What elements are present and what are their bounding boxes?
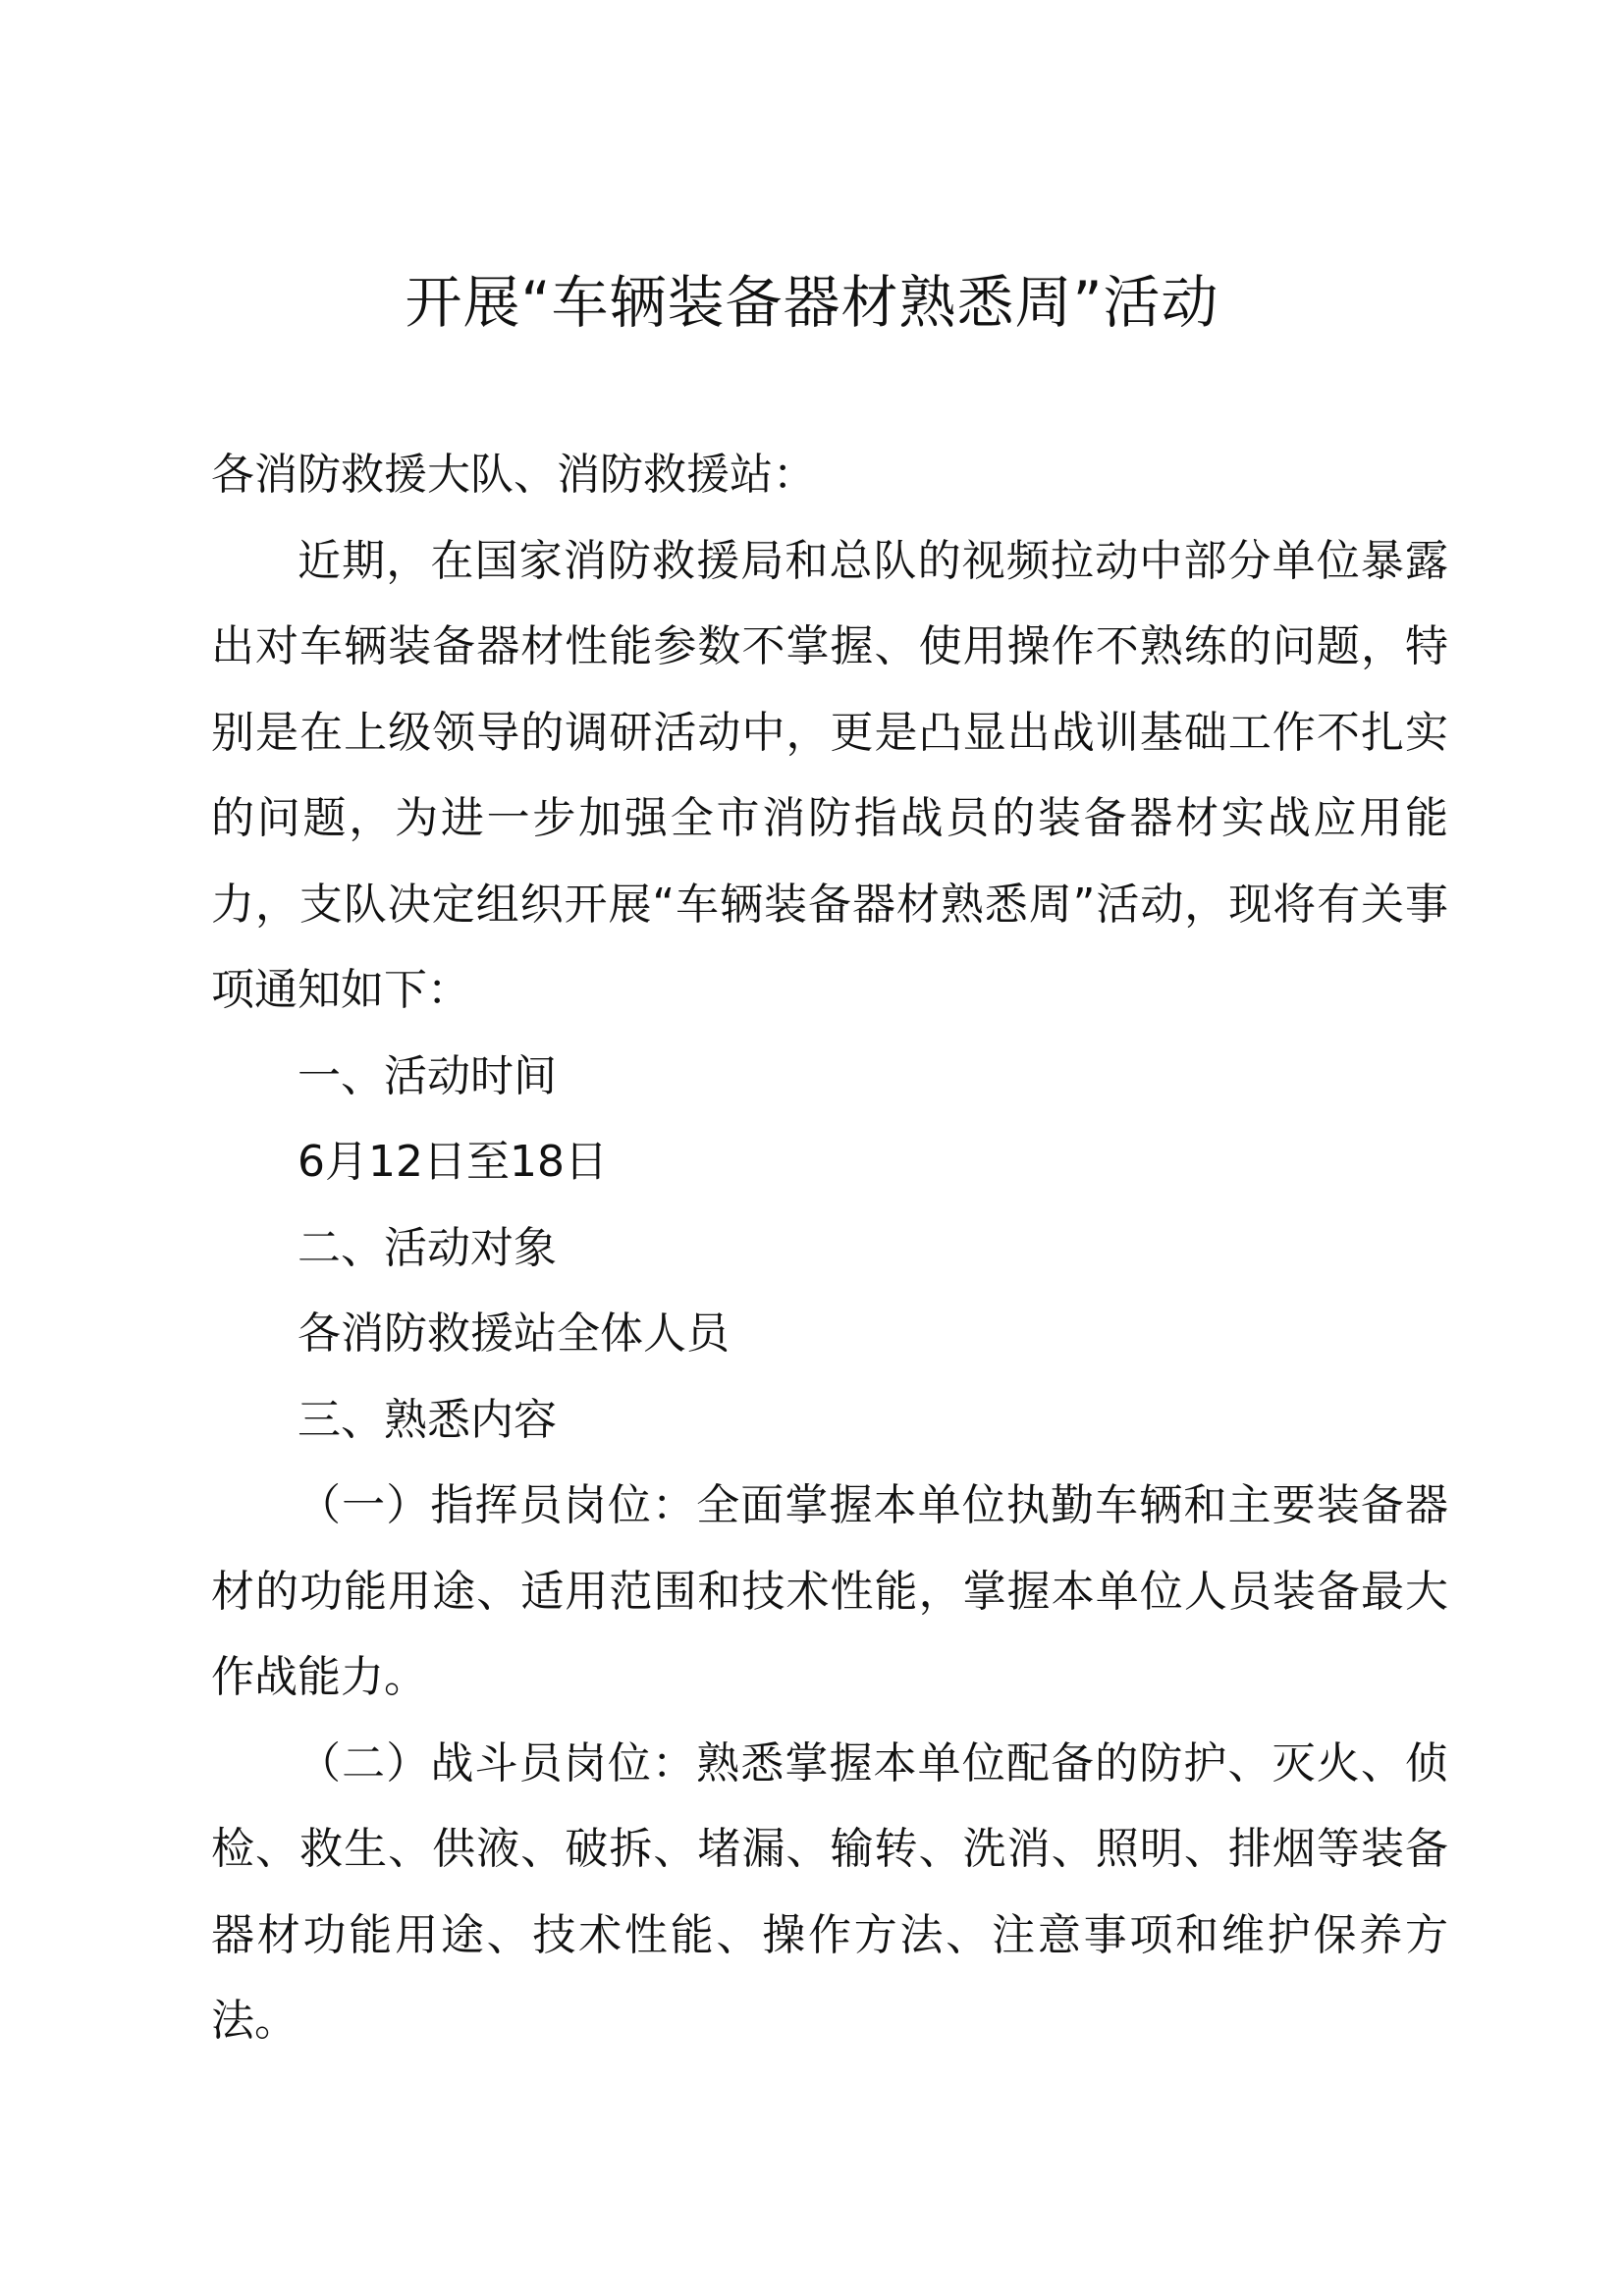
item-commander: （一）指挥员岗位：全面掌握本单位执勤车辆和主要装备器材的功能用途、适用范围和技术性能，掌握本单位人员装备最大作战能力。 [211, 1480, 1448, 1702]
item-fighter: （二）战斗员岗位：熟悉掌握本单位配备的防护、灭火、侦检、救生、供液、破拆、堵漏、输转、洗消、照明、排烟等装备器材功能用途、技术性能、操作方法、注意事项和维护保养方法。 [211, 1737, 1448, 2046]
salutation: 各消防救援大队、消防救援站： [211, 450, 816, 500]
section-content-time: 6月12日至18日 [298, 1137, 608, 1187]
document-body [211, 432, 1448, 2064]
document-title: 开展“车辆装备器材熟悉周”活动 [405, 269, 1219, 336]
section-heading-content: 三、熟悉内容 [298, 1394, 557, 1445]
section-heading-target: 二、活动对象 [298, 1222, 557, 1273]
section-content-target: 各消防救援站全体人员 [298, 1308, 730, 1359]
section-heading-time: 一、活动时间 [298, 1050, 557, 1101]
intro-paragraph: 近期，在国家消防救援局和总队的视频拉动中部分单位暴露出对车辆装备器材性能参数不掌握、使用操作不熟练的问题，特别是在上级领导的调研活动中，更是凸显出战训基础工作不扎实的问题，为进一步加强全市消防指战员的装备器材实战应用能力，支队决定组织开展“车辆装备器材熟悉周”活动，现将有关事项通知如下： [211, 535, 1448, 1015]
